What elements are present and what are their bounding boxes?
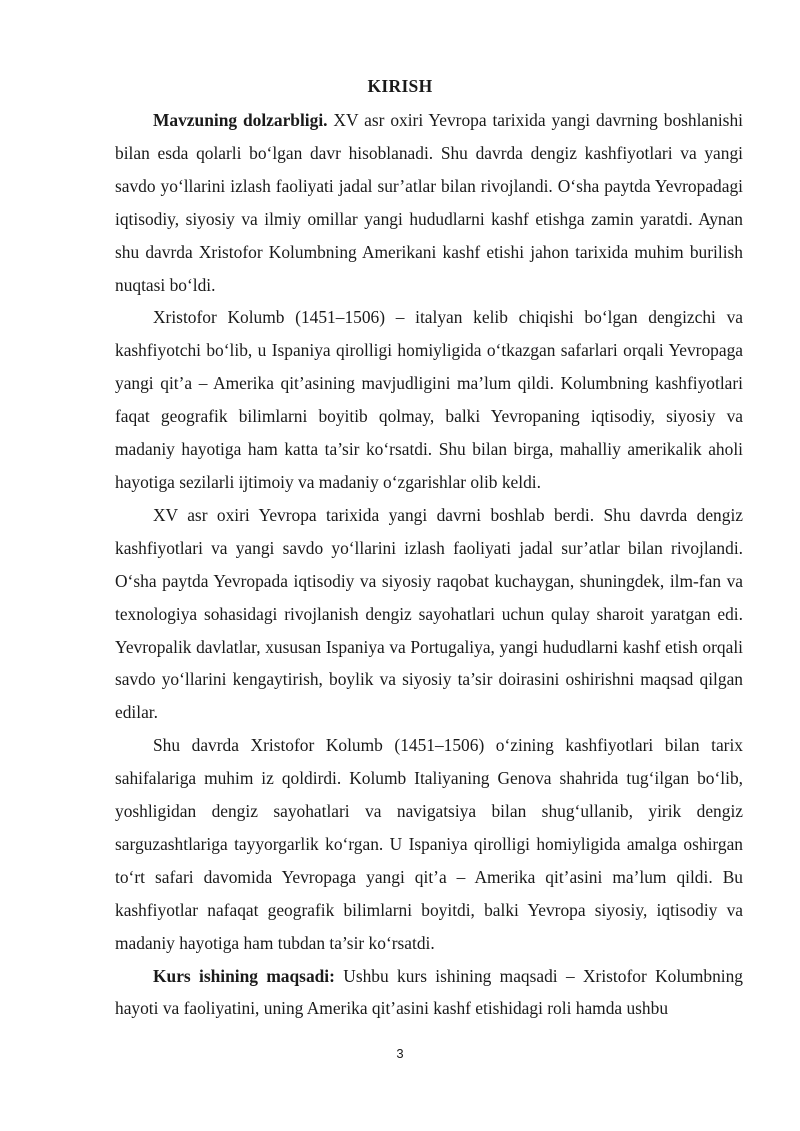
paragraph-lead: Kurs ishining maqsadi:	[153, 965, 335, 986]
paragraph-text: Ushbu kurs ishining maqsadi – Xristofor Kolumbning hayoti va faoliyatini, uning Amerika qit’asini kashf etishidagi roli hamda ushbu	[115, 965, 743, 1019]
paragraph-text: XV asr oxiri Yevropa tarixida yangi davrning boshlanishi bilan esda qolarli bo‘lgan davr hisoblanadi. Shu davrda dengiz kashfiyotlari va yangi savdo yo‘llarini izlash faoliyati jadal sur’atlar bilan rivojlandi. O‘sha paytda Yevropadagi iqtisodiy, siyosiy va ilmiy omillar yangi hududlarni kashf etishga zamin yaratdi. Aynan shu davrda Xristofor Kolumbning Amerikani kashf etishi jahon tarixida muhim burilish nuqtasi bo‘ldi.	[115, 110, 743, 295]
paragraph-text: Shu davrda Xristofor Kolumb (1451–1506) o‘zining kashfiyotlari bilan tarix sahifalariga muhim iz qoldirdi. Kolumb Italiyaning Genova shahrida tug‘ilgan bo‘lib, yoshligidan dengiz sayohatlari va navigatsiya bilan shug‘ullanib, yirik dengiz sarguzashtlariga tayyorgarlik ko‘rgan. U Ispaniya qirolligi homiyligida amalga oshirgan to‘rt safari davomida Yevropaga yangi qit’a – Amerika qit’asini ma’lum qildi. Bu kashfiyotlar nafaqat geografik bilimlarni boyitdi, balki Yevropa siyosiy, iqtisodiy va madaniy hayotiga ham tubdan ta’sir ko‘rsatdi.	[115, 735, 743, 953]
paragraph-goal	[115, 960, 743, 1026]
body-text	[115, 104, 743, 1025]
paragraph-columbus-bio	[115, 301, 743, 498]
paragraph-historical-context	[115, 499, 743, 729]
paragraph-text: Xristofor Kolumb (1451–1506) – italyan kelib chiqishi bo‘lgan dengizchi va kashfiyotchi bo‘lib, u Ispaniya qirolligi homiyligida o‘tkazgan safarlari orqali Yevropaga yangi qit’a – Amerika qit’asining mavjudligini ma’lum qildi. Kolumbning kashfiyotlari faqat geografik bilimlarni boyitib qolmay, balki Yevropaning iqtisodiy, siyosiy va madaniy hayotiga ham katta ta’sir ko‘rsatdi. Shu bilan birga, mahalliy amerikalik aholi hayotiga sezilarli ijtimoiy va madaniy o‘zgarishlar olib keldi.	[115, 307, 743, 492]
paragraph-text: XV asr oxiri Yevropa tarixida yangi davrni boshlab berdi. Shu davrda dengiz kashfiyotlari va yangi savdo yo‘llarini izlash faoliyati jadal sur’atlar bilan rivojlandi. O‘sha paytda Yevropada iqtisodiy va siyosiy raqobat kuchaygan, shuningdek, ilm-fan va texnologiya sohasidagi rivojlanish dengiz sayohatlari uchun qulay sharoit yaratgan edi. Yevropalik davlatlar, xususan Ispaniya va Portugaliya, yangi hududlarni kashf etish orqali savdo yo‘llarini kengaytirish, boylik va siyosiy ta’sir doirasini oshirishni maqsad qilgan edilar.	[115, 504, 743, 723]
paragraph-columbus-legacy	[115, 729, 743, 959]
paragraph-relevance	[115, 104, 743, 301]
section-title: KIRISH	[367, 76, 433, 96]
paragraph-lead: Mavzuning dolzarbligi.	[153, 110, 328, 130]
page-number: 3	[396, 1046, 404, 1061]
